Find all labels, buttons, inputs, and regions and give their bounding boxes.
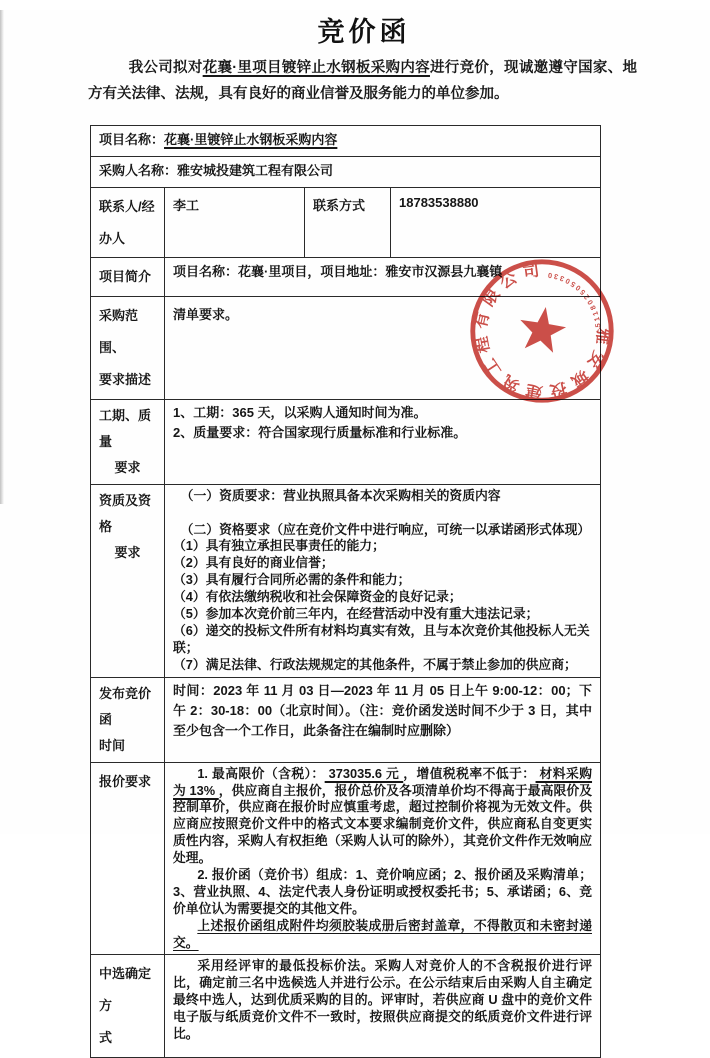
publish-time-label-cell xyxy=(91,677,165,762)
schedule-line2: 2、质量要求：符合国家现行质量标准和行业标准。 xyxy=(173,424,467,440)
quote-req-label-cell: 报价要求 xyxy=(91,762,165,955)
contact-label-line2: 办人 xyxy=(99,230,126,246)
schedule-label-line1: 工期、质量 xyxy=(99,407,152,449)
qualification-item: （4）有依法缴纳税收和社会保障资金的良好记录； xyxy=(173,589,462,605)
selection-value-cell: 采用经评审的最低投标价法。采购人对竞价人的不含税报价进行评比，确定前三名中选候选人并进行公示。在公示结束后由采购人自主确定最终中选人，达到优质采购的目的。评审时，若供应商 U 盘中的竞价文件电子版与纸质竞价文件不一致时，按照供应商提交的纸质竞价文件进行评比。 xyxy=(165,955,601,1058)
bid-info-table xyxy=(90,125,601,1058)
table-row-contact xyxy=(91,187,601,258)
purchaser-value: 雅安城投建筑工程有限公司 xyxy=(177,162,334,178)
quote-p1-mid: ，增值税税率不低于： xyxy=(403,765,536,781)
quote-req-value-cell xyxy=(165,762,601,955)
seal-serial-number: 5118025050330 xyxy=(545,270,603,328)
selection-label-line1: 中选确定方 xyxy=(99,966,152,1014)
table-row-quote-requirements xyxy=(91,762,601,955)
project-name-value: 花襄·里镀锌止水钢板采购内容 xyxy=(164,131,338,147)
quote-req-paragraph-2: 2. 报价函（竞价书）组成：1、竞价响应函；2、报价函及采购清单；3、营业执照、4、法定代表人身份证明或授权委托书；5、承诺函；6、竞价单位认为需要提交的其他文件。 xyxy=(173,866,592,916)
overview-label-cell: 项目简介 xyxy=(91,258,165,297)
page-title: 竞价函 xyxy=(317,17,411,47)
qualification-label-line1: 资质及资格 xyxy=(99,492,152,534)
schedule-value-cell xyxy=(165,399,601,484)
selection-label-line2: 式 xyxy=(99,1030,113,1046)
qualification-item: （5）参加本次竞价前三年内，在经营活动中没有重大违法记录； xyxy=(173,606,539,622)
table-row-project-name xyxy=(91,125,601,156)
table-row-selection-method xyxy=(91,955,601,1058)
table-row-qualification xyxy=(91,484,601,677)
project-name-label: 项目名称： xyxy=(99,131,165,147)
quote-p1-prefix: 1. 最高限价（含税）： xyxy=(197,765,325,781)
seal-company-name: 雅安城投建筑工程有限公司 xyxy=(470,259,614,403)
project-name-cell xyxy=(91,125,601,156)
scope-label-line1: 采购范围、 xyxy=(99,308,139,356)
intro-paragraph xyxy=(88,55,637,108)
overview-value-cell: 项目名称：花襄·里项目，项目地址：雅安市汉源县九襄镇 xyxy=(165,258,601,297)
schedule-label-cell xyxy=(91,399,165,484)
qualification-item: （2）具有良好的商业信誉； xyxy=(173,555,334,571)
qualification-value-cell xyxy=(165,484,601,677)
table-row-schedule xyxy=(91,399,601,484)
qualification-label-line2: 要求 xyxy=(114,544,141,560)
publish-time-value-cell: 时间：2023 年 11 月 03 日—2023 年 11 月 05 日上午 9:00-12：00；下午 2：30-18：00（北京时间）。（注：竞价函发送时间不少于 3 日，其中至少包含一个工作日，此条备注在编制时应删除） xyxy=(165,677,601,762)
quote-p1-rest: ，供应商自主报价，报价总价及各项清单价均不得高于最高限价及控制单价，供应商在报价时应慎重考虑，超过控制价将视为无效文件。供应商应按照竞价文件中的格式文本要求编制竞价文件，供应商私自变更实质性内容，采购人有权拒绝（采购人认可的除外），其竞价文件作无效响应处理。 xyxy=(173,782,592,866)
intro-prefix: 我公司拟对 xyxy=(128,60,203,76)
scan-edge-shadow xyxy=(0,10,4,504)
quote-req-paragraph-1 xyxy=(173,766,592,867)
document-page xyxy=(0,10,710,1046)
qualification-item: （7）满足法律、行政法规规定的其他条件，不属于禁止参加的供应商； xyxy=(173,656,577,672)
qualification-item: （一）资质要求：营业执照具备本次采购相关的资质内容 xyxy=(180,487,501,503)
qualification-item: （3）具有履行合同所必需的条件和能力； xyxy=(173,572,411,588)
intro-suffix: 进行竞价，现诚邀遵守国家、地方有关法律、法规，具有良好的商业信誉及服务能力的单位参加。 xyxy=(88,60,638,103)
scope-label-line2: 要求描述 xyxy=(99,371,152,387)
purchaser-cell xyxy=(91,156,601,187)
contact-label-line1: 联系人/经 xyxy=(99,198,155,214)
contact-method-label-cell: 联系方式 xyxy=(305,187,391,258)
quote-p1-tax-rate: 材料采购为 13% xyxy=(173,765,593,798)
qualification-item: （二）资格要求（应在竞价文件中进行响应，可统一以承诺函形式体现） xyxy=(180,521,591,537)
contact-name-cell: 李工 xyxy=(165,187,305,258)
purchaser-label: 采购人名称： xyxy=(99,162,178,178)
scope-value-cell: 清单要求。 xyxy=(165,297,601,400)
intro-subject-underlined: 花襄·里项目镀锌止水钢板采购内容 xyxy=(202,60,430,76)
contact-label-cell xyxy=(91,187,165,258)
qualification-item: （6）递交的投标文件所有材料均真实有效，且与本次竞价其他投标人无关联； xyxy=(173,622,590,655)
qualification-item xyxy=(173,505,592,522)
selection-label-cell xyxy=(91,955,165,1058)
qualification-item: （1）具有独立承担民事责任的能力； xyxy=(173,538,385,554)
publish-time-label-line1: 发布竞价函 xyxy=(99,685,152,727)
contact-phone-cell: 18783538880 xyxy=(391,187,601,258)
quote-p1-max-price: 373035.6 元 xyxy=(324,765,404,781)
schedule-label-line2: 要求 xyxy=(114,459,141,475)
quote-req-paragraph-3: 上述报价函组成附件均须胶装成册后密封盖章，不得散页和未密封递交。 xyxy=(173,917,592,950)
table-row-overview xyxy=(91,258,601,297)
table-row-purchaser xyxy=(91,156,601,187)
table-row-scope xyxy=(91,297,601,400)
qualification-label-cell xyxy=(91,484,165,677)
publish-time-label-line2: 时间 xyxy=(99,737,126,753)
schedule-line1: 1、工期：365 天，以采购人通知时间为准。 xyxy=(173,404,427,420)
table-row-publish-time xyxy=(91,677,601,762)
scope-label-cell xyxy=(91,297,165,400)
